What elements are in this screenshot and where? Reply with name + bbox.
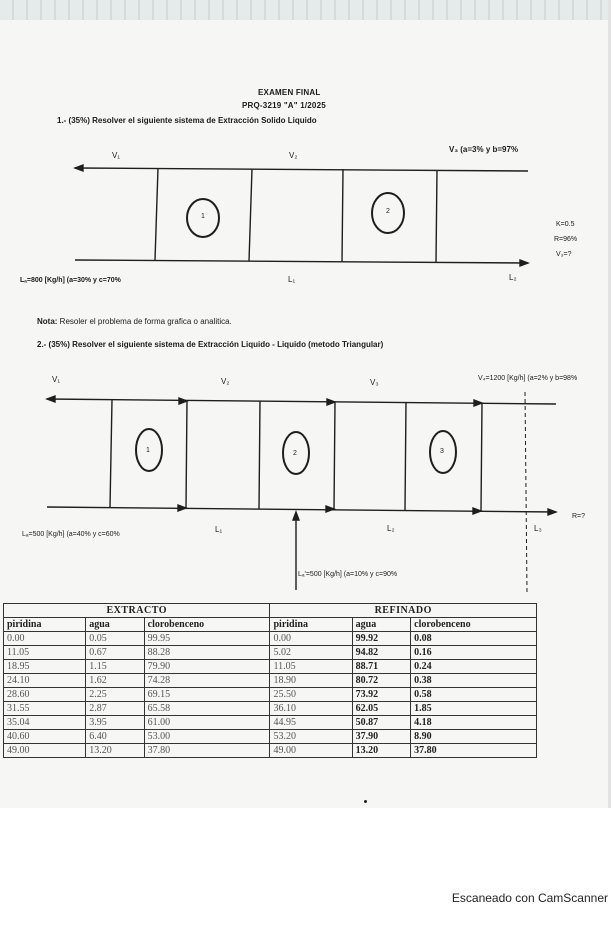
table-cell: 37.80 — [144, 744, 270, 758]
table-cell: 65.58 — [144, 702, 270, 716]
table-cell: 6.40 — [86, 730, 144, 744]
table-row — [4, 744, 537, 758]
p2-v3-label: V₃ — [370, 378, 379, 387]
table-cell: 0.05 — [86, 632, 144, 646]
table-row — [4, 632, 537, 646]
p2-stage1-number: 1 — [146, 447, 150, 454]
table-cell: 0.16 — [411, 646, 537, 660]
table-cell: 24.10 — [4, 674, 86, 688]
problem1-statement: 1.- (35%) Resolver el siguiente sistema de Extracción Solido Liquido — [57, 116, 317, 125]
table-cell: 28.60 — [4, 688, 86, 702]
table-cell: 1.15 — [86, 660, 144, 674]
column-header: piridina — [4, 618, 86, 632]
p1-v1-label: V₁ — [112, 151, 121, 160]
table-cell: 44.95 — [270, 716, 352, 730]
p2-l3-label: L₃ — [534, 524, 542, 533]
p2-v2-label: V₂ — [221, 377, 230, 386]
refinado-header: REFINADO — [270, 604, 537, 618]
table-cell: 11.05 — [4, 646, 86, 660]
p1-v3-label: V₃ (a=3% y b=97% — [449, 145, 519, 154]
table-cell: 4.18 — [411, 716, 537, 730]
p1-feed-label: Lₐ=800 [Kg/h] (a=30% y c=70% — [20, 277, 121, 284]
table-cell: 18.90 — [270, 674, 352, 688]
table-cell: 1.62 — [86, 674, 144, 688]
table-cell: 3.95 — [86, 716, 144, 730]
table-row — [4, 702, 537, 716]
table-cell: 49.00 — [4, 744, 86, 758]
p1-r-value: R=96% — [554, 236, 578, 243]
p1-l2-label: L₂ — [509, 273, 517, 282]
table-cell: 61.00 — [144, 716, 270, 730]
table-cell: 2.25 — [86, 688, 144, 702]
table-cell: 18.95 — [4, 660, 86, 674]
table-cell: 0.00 — [270, 632, 352, 646]
note-label: Nota: — [37, 317, 58, 326]
table-cell: 99.92 — [352, 632, 410, 646]
p1-v2-label: V₂ — [289, 151, 298, 160]
p2-l2-label: L₂ — [387, 524, 395, 533]
column-header: clorobenceno — [144, 618, 270, 632]
p2-v4-label: V₄=1200 [Kg/h] (a=2% y b=98% — [478, 375, 578, 382]
table-cell: 31.55 — [4, 702, 86, 716]
table-cell: 94.82 — [352, 646, 410, 660]
p1-stage2-number: 2 — [386, 208, 390, 215]
p2-side-feed-label: Lₐ'=500 [Kg/h] (a=10% y c=90% — [298, 571, 398, 578]
table-cell: 37.80 — [411, 744, 537, 758]
table-cell: 88.28 — [144, 646, 270, 660]
table-group-header-row — [4, 604, 537, 618]
table-cell: 62.05 — [352, 702, 410, 716]
equilibrium-data-table — [3, 603, 537, 758]
table-row — [4, 688, 537, 702]
table-cell: 0.58 — [411, 688, 537, 702]
note-text: Resoler el problema de forma grafica o analitica. — [57, 317, 232, 326]
table-cell: 25.50 — [270, 688, 352, 702]
table-row — [4, 674, 537, 688]
table-cell: 73.92 — [352, 688, 410, 702]
table-cell: 11.05 — [270, 660, 352, 674]
table-cell: 0.08 — [411, 632, 537, 646]
column-header: agua — [86, 618, 144, 632]
table-cell: 53.00 — [144, 730, 270, 744]
table-row — [4, 716, 537, 730]
p2-l1-label: L₁ — [215, 525, 223, 534]
column-header: piridina — [270, 618, 352, 632]
table-cell: 40.60 — [4, 730, 86, 744]
table-cell: 79.90 — [144, 660, 270, 674]
table-cell: 13.20 — [86, 744, 144, 758]
table-cell: 50.87 — [352, 716, 410, 730]
table-cell: 80.72 — [352, 674, 410, 688]
column-header: agua — [352, 618, 410, 632]
table-cell: 37.90 — [352, 730, 410, 744]
table-column-header-row — [4, 618, 537, 632]
table-cell: 2.87 — [86, 702, 144, 716]
table-cell: 8.90 — [411, 730, 537, 744]
table-row — [4, 646, 537, 660]
table-row — [4, 730, 537, 744]
table-cell: 35.04 — [4, 716, 86, 730]
table-cell: 0.38 — [411, 674, 537, 688]
exam-title: EXAMEN FINAL — [258, 88, 321, 97]
table-cell: 0.24 — [411, 660, 537, 674]
table-cell: 0.67 — [86, 646, 144, 660]
table-cell: 99.95 — [144, 632, 270, 646]
table-cell: 5.02 — [270, 646, 352, 660]
p1-stage1-number: 1 — [201, 213, 205, 220]
table-cell: 69.15 — [144, 688, 270, 702]
camscanner-watermark: Escaneado con CamScanner — [451, 891, 608, 905]
p2-feed-label: Lₐ=500 [Kg/h] (a=40% y c=60% — [22, 531, 120, 538]
p1-v3-unknown: V₃=? — [556, 251, 572, 258]
stray-dot — [364, 800, 367, 803]
p2-stage2-number: 2 — [293, 450, 297, 457]
p1-k-value: K=0.5 — [556, 221, 575, 228]
course-code: PRQ-3219 "A" 1/2025 — [242, 101, 326, 110]
table-cell: 0.00 — [4, 632, 86, 646]
table-cell: 36.10 — [270, 702, 352, 716]
table-cell: 49.00 — [270, 744, 352, 758]
table-row — [4, 660, 537, 674]
p2-r-unknown: R=? — [572, 513, 586, 520]
table-cell: 13.20 — [352, 744, 410, 758]
table-cell: 74.28 — [144, 674, 270, 688]
p2-stage3-number: 3 — [440, 448, 444, 455]
p2-v1-label: V₁ — [52, 375, 61, 384]
p1-l1-label: L₁ — [288, 275, 296, 284]
table-cell: 53.20 — [270, 730, 352, 744]
table-cell: 1.85 — [411, 702, 537, 716]
column-header: clorobenceno — [411, 618, 537, 632]
table-cell: 88.71 — [352, 660, 410, 674]
problem2-statement: 2.- (35%) Resolver el siguiente sistema de Extracción Liquido - Liquido (metodo Triangular) — [37, 340, 384, 349]
table-body — [4, 632, 537, 758]
extracto-header: EXTRACTO — [4, 604, 270, 618]
